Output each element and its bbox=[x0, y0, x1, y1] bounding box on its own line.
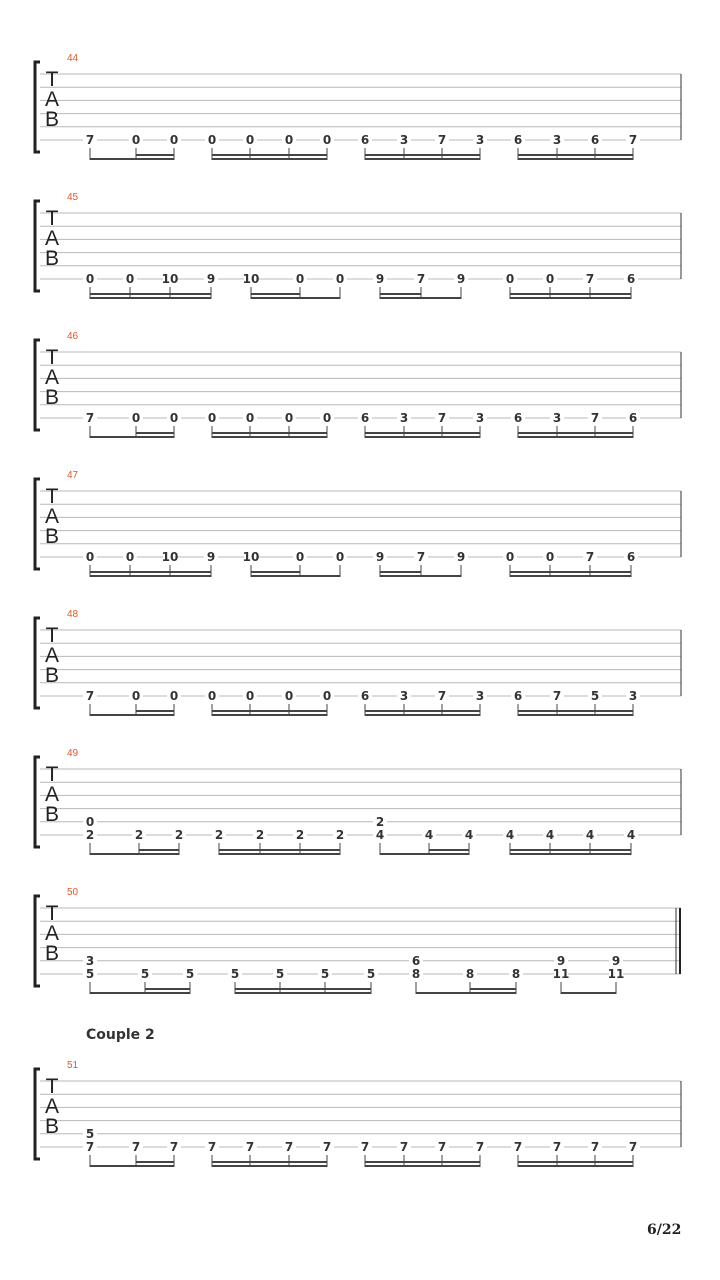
beam-secondary bbox=[219, 849, 340, 851]
beam-secondary bbox=[251, 571, 300, 573]
beam-secondary bbox=[136, 710, 174, 712]
beam bbox=[561, 992, 616, 994]
beam-secondary bbox=[90, 571, 211, 573]
fret-number: 5 bbox=[85, 1126, 95, 1141]
fret-number: 7 bbox=[628, 1140, 638, 1154]
fret-number: 0 bbox=[322, 411, 332, 425]
fret-number: 3 bbox=[85, 953, 95, 968]
fret-number: 0 bbox=[207, 411, 217, 425]
tab-clef-letter: A bbox=[44, 88, 60, 111]
fret-number: 0 bbox=[169, 411, 179, 425]
fret-number: 0 bbox=[245, 411, 255, 425]
fret-number: 7 bbox=[399, 1140, 409, 1154]
beam-secondary bbox=[518, 1161, 633, 1163]
beam-secondary bbox=[380, 571, 421, 573]
fret-number: 0 bbox=[545, 550, 555, 564]
fret-number: 7 bbox=[437, 411, 447, 425]
tab-clef-letter: A bbox=[44, 783, 60, 806]
fret-number: 2 bbox=[174, 828, 184, 842]
beam bbox=[90, 853, 179, 855]
fret-number: 6 bbox=[360, 689, 370, 703]
beam-secondary bbox=[139, 849, 179, 851]
beam bbox=[90, 714, 174, 716]
tab-clef-letter: B bbox=[44, 664, 60, 687]
fret-number: 0 bbox=[125, 272, 135, 286]
fret-number: 0 bbox=[245, 689, 255, 703]
fret-number: 5 bbox=[185, 967, 195, 981]
fret-number: 0 bbox=[322, 689, 332, 703]
beam-secondary bbox=[510, 571, 631, 573]
fret-number: 6 bbox=[626, 550, 636, 564]
fret-number: 4 bbox=[464, 828, 474, 842]
beam bbox=[380, 853, 469, 855]
beam-secondary bbox=[518, 154, 633, 156]
tab-clef-letter: T bbox=[45, 624, 59, 647]
fret-number: 0 bbox=[125, 550, 135, 564]
beam-secondary bbox=[518, 710, 633, 712]
beam bbox=[380, 575, 461, 577]
fret-number: 6 bbox=[513, 411, 523, 425]
fret-number: 2 bbox=[375, 814, 385, 829]
fret-number: 0 bbox=[335, 550, 345, 564]
tab-clef-letter: A bbox=[44, 227, 60, 250]
tab-clef-letter: A bbox=[44, 505, 60, 528]
beam bbox=[365, 436, 480, 438]
beam bbox=[416, 992, 516, 994]
fret-number: 9 bbox=[375, 272, 385, 286]
page-number: 6/22 bbox=[647, 1222, 682, 1238]
beam bbox=[90, 575, 211, 577]
fret-number: 6 bbox=[628, 411, 638, 425]
tab-clef-letter: B bbox=[44, 1115, 60, 1138]
fret-number: 7 bbox=[590, 411, 600, 425]
fret-number: 4 bbox=[505, 828, 515, 842]
beam-secondary bbox=[136, 154, 174, 156]
fret-number: 7 bbox=[590, 1140, 600, 1154]
fret-number: 7 bbox=[628, 133, 638, 147]
beam bbox=[510, 297, 631, 299]
fret-number: 3 bbox=[399, 133, 409, 147]
system-bracket bbox=[35, 757, 40, 847]
fret-number: 7 bbox=[85, 133, 95, 147]
tab-clef-letter: T bbox=[45, 485, 59, 508]
fret-number: 4 bbox=[545, 828, 555, 842]
fret-number: 0 bbox=[169, 689, 179, 703]
measure-number: 50 bbox=[67, 887, 79, 898]
measure-number: 46 bbox=[67, 331, 79, 342]
measure-number: 45 bbox=[67, 192, 79, 203]
fret-number: 7 bbox=[85, 1140, 95, 1154]
section-label: Couple 2 bbox=[86, 1027, 155, 1043]
fret-number: 5 bbox=[366, 967, 376, 981]
beam bbox=[212, 436, 327, 438]
fret-number: 5 bbox=[85, 967, 95, 981]
beam bbox=[365, 714, 480, 716]
fret-number: 6 bbox=[360, 133, 370, 147]
tab-clef-letter: B bbox=[44, 803, 60, 826]
beam-secondary bbox=[212, 432, 327, 434]
beam bbox=[251, 575, 340, 577]
fret-number: 0 bbox=[169, 133, 179, 147]
beam-secondary bbox=[212, 1161, 327, 1163]
fret-number: 0 bbox=[245, 133, 255, 147]
fret-number: 4 bbox=[585, 828, 595, 842]
beam bbox=[380, 297, 461, 299]
beam bbox=[90, 1165, 174, 1167]
fret-number: 9 bbox=[456, 550, 466, 564]
fret-number: 7 bbox=[416, 550, 426, 564]
beam-secondary bbox=[90, 293, 211, 295]
system-bracket bbox=[35, 618, 40, 708]
fret-number: 0 bbox=[85, 272, 95, 286]
fret-number: 9 bbox=[206, 272, 216, 286]
beam-secondary bbox=[470, 988, 516, 990]
measure-number: 48 bbox=[67, 609, 79, 620]
fret-number: 8 bbox=[411, 967, 421, 981]
fret-number: 3 bbox=[552, 133, 562, 147]
beam bbox=[510, 853, 631, 855]
tab-clef-letter: B bbox=[44, 525, 60, 548]
fret-number: 7 bbox=[85, 689, 95, 703]
system-bracket bbox=[35, 340, 40, 430]
fret-number: 7 bbox=[475, 1140, 485, 1154]
fret-number: 6 bbox=[626, 272, 636, 286]
fret-number: 4 bbox=[424, 828, 434, 842]
measure-number: 44 bbox=[67, 53, 79, 64]
tab-clef-letter: A bbox=[44, 366, 60, 389]
tab-clef-letter: B bbox=[44, 942, 60, 965]
fret-number: 10 bbox=[242, 272, 260, 286]
tab-clef-letter: B bbox=[44, 247, 60, 270]
measure-number: 49 bbox=[67, 748, 79, 759]
fret-number: 11 bbox=[607, 967, 625, 981]
fret-number: 2 bbox=[335, 828, 345, 842]
system-bracket bbox=[35, 62, 40, 152]
fret-number: 0 bbox=[284, 689, 294, 703]
fret-number: 7 bbox=[85, 411, 95, 425]
tab-clef-letter: A bbox=[44, 644, 60, 667]
beam bbox=[518, 1165, 633, 1167]
fret-number: 10 bbox=[161, 550, 179, 564]
beam-secondary bbox=[510, 293, 631, 295]
fret-number: 7 bbox=[437, 689, 447, 703]
fret-number: 2 bbox=[214, 828, 224, 842]
beam-secondary bbox=[136, 1161, 174, 1163]
tab-clef-letter: A bbox=[44, 1095, 60, 1118]
beam bbox=[518, 714, 633, 716]
tab-clef-letter: T bbox=[45, 902, 59, 925]
fret-number: 0 bbox=[284, 411, 294, 425]
fret-number: 7 bbox=[552, 689, 562, 703]
fret-number: 8 bbox=[465, 967, 475, 981]
beam bbox=[212, 1165, 327, 1167]
fret-number: 3 bbox=[628, 689, 638, 703]
beam bbox=[90, 297, 211, 299]
beam bbox=[518, 158, 633, 160]
beam bbox=[90, 436, 174, 438]
fret-number: 8 bbox=[511, 967, 521, 981]
beam-secondary bbox=[380, 293, 421, 295]
fret-number: 2 bbox=[295, 828, 305, 842]
fret-number: 7 bbox=[360, 1140, 370, 1154]
beam-secondary bbox=[212, 710, 327, 712]
beam bbox=[251, 297, 340, 299]
beam-secondary bbox=[518, 432, 633, 434]
fret-number: 0 bbox=[505, 550, 515, 564]
fret-number: 3 bbox=[475, 689, 485, 703]
fret-number: 0 bbox=[545, 272, 555, 286]
fret-number: 7 bbox=[284, 1140, 294, 1154]
fret-number: 7 bbox=[585, 550, 595, 564]
system-bracket bbox=[35, 479, 40, 569]
fret-number: 6 bbox=[411, 953, 421, 968]
fret-number: 2 bbox=[134, 828, 144, 842]
tab-clef-letter: T bbox=[45, 763, 59, 786]
fret-number: 4 bbox=[375, 828, 385, 842]
fret-number: 9 bbox=[206, 550, 216, 564]
fret-number: 7 bbox=[131, 1140, 141, 1154]
beam bbox=[219, 853, 340, 855]
fret-number: 11 bbox=[552, 967, 570, 981]
fret-number: 5 bbox=[590, 689, 600, 703]
fret-number: 0 bbox=[85, 814, 95, 829]
fret-number: 2 bbox=[255, 828, 265, 842]
fret-number: 0 bbox=[131, 411, 141, 425]
fret-number: 0 bbox=[505, 272, 515, 286]
fret-number: 6 bbox=[590, 133, 600, 147]
measure-number: 47 bbox=[67, 470, 79, 481]
beam bbox=[365, 1165, 480, 1167]
fret-number: 3 bbox=[399, 411, 409, 425]
fret-number: 0 bbox=[131, 133, 141, 147]
fret-number: 10 bbox=[161, 272, 179, 286]
fret-number: 7 bbox=[169, 1140, 179, 1154]
system-bracket bbox=[35, 201, 40, 291]
fret-number: 0 bbox=[295, 550, 305, 564]
fret-number: 3 bbox=[552, 411, 562, 425]
beam-secondary bbox=[365, 154, 480, 156]
beam bbox=[235, 992, 371, 994]
fret-number: 7 bbox=[585, 272, 595, 286]
beam bbox=[212, 158, 327, 160]
fret-number: 0 bbox=[131, 689, 141, 703]
fret-number: 5 bbox=[230, 967, 240, 981]
measure-number: 51 bbox=[67, 1060, 79, 1071]
fret-number: 0 bbox=[207, 689, 217, 703]
beam-secondary bbox=[365, 1161, 480, 1163]
fret-number: 0 bbox=[322, 133, 332, 147]
fret-number: 6 bbox=[513, 133, 523, 147]
beam-secondary bbox=[136, 432, 174, 434]
tab-clef-letter: B bbox=[44, 386, 60, 409]
fret-number: 7 bbox=[552, 1140, 562, 1154]
fret-number: 2 bbox=[85, 828, 95, 842]
fret-number: 7 bbox=[322, 1140, 332, 1154]
tab-clef-letter: T bbox=[45, 68, 59, 91]
beam-secondary bbox=[235, 988, 371, 990]
fret-number: 0 bbox=[85, 550, 95, 564]
fret-number: 9 bbox=[456, 272, 466, 286]
beam bbox=[90, 158, 174, 160]
fret-number: 5 bbox=[275, 967, 285, 981]
fret-number: 9 bbox=[611, 953, 621, 968]
beam bbox=[365, 158, 480, 160]
fret-number: 7 bbox=[245, 1140, 255, 1154]
fret-number: 5 bbox=[140, 967, 150, 981]
beam bbox=[510, 575, 631, 577]
fret-number: 6 bbox=[513, 689, 523, 703]
fret-number: 7 bbox=[416, 272, 426, 286]
beam-secondary bbox=[365, 432, 480, 434]
tab-clef-letter: A bbox=[44, 922, 60, 945]
fret-number: 0 bbox=[335, 272, 345, 286]
fret-number: 0 bbox=[295, 272, 305, 286]
beam bbox=[212, 714, 327, 716]
tab-clef-letter: T bbox=[45, 207, 59, 230]
beam-secondary bbox=[510, 849, 631, 851]
fret-number: 7 bbox=[437, 133, 447, 147]
fret-number: 5 bbox=[320, 967, 330, 981]
beam-secondary bbox=[365, 710, 480, 712]
beam bbox=[90, 992, 190, 994]
beam bbox=[518, 436, 633, 438]
system-bracket bbox=[35, 896, 40, 986]
tab-clef-letter: B bbox=[44, 108, 60, 131]
fret-number: 4 bbox=[626, 828, 636, 842]
beam-secondary bbox=[251, 293, 300, 295]
fret-number: 7 bbox=[513, 1140, 523, 1154]
fret-number: 3 bbox=[475, 133, 485, 147]
fret-number: 6 bbox=[360, 411, 370, 425]
fret-number: 0 bbox=[207, 133, 217, 147]
beam-secondary bbox=[212, 154, 327, 156]
fret-number: 9 bbox=[556, 953, 566, 968]
fret-number: 10 bbox=[242, 550, 260, 564]
fret-number: 7 bbox=[437, 1140, 447, 1154]
fret-number: 9 bbox=[375, 550, 385, 564]
beam-secondary bbox=[145, 988, 190, 990]
fret-number: 3 bbox=[399, 689, 409, 703]
system-bracket bbox=[35, 1069, 40, 1159]
tab-clef-letter: T bbox=[45, 346, 59, 369]
fret-number: 3 bbox=[475, 411, 485, 425]
fret-number: 0 bbox=[284, 133, 294, 147]
tab-clef-letter: T bbox=[45, 1075, 59, 1098]
fret-number: 7 bbox=[207, 1140, 217, 1154]
beam-secondary bbox=[429, 849, 469, 851]
